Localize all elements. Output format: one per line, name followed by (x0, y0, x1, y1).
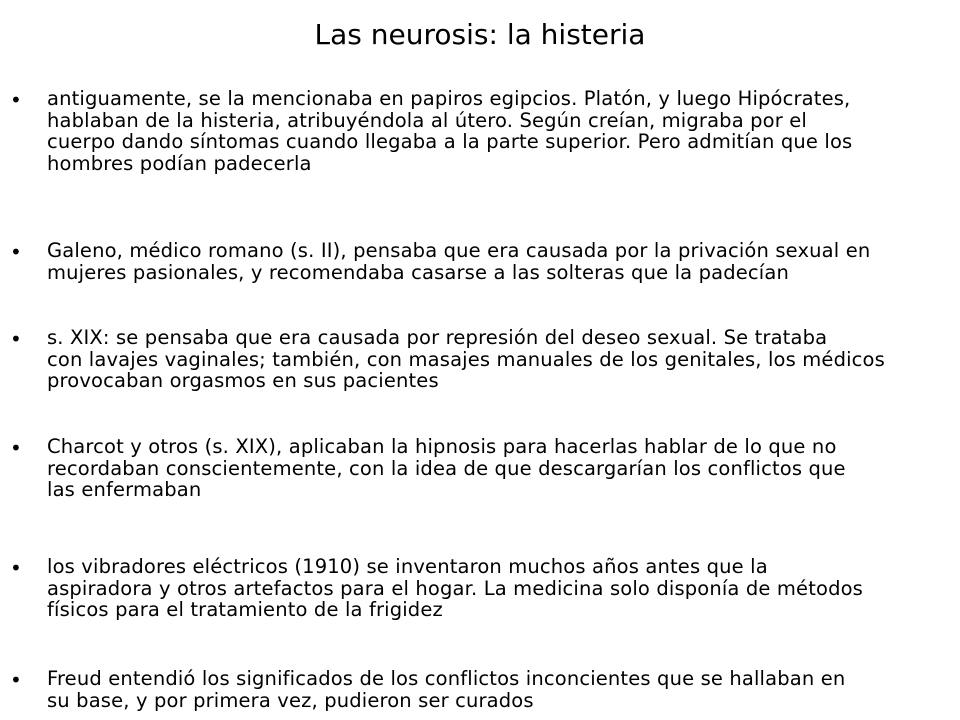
bullet-text: antiguamente, se la mencionaba en papiros egipcios. Platón, y luego Hipócrates, hablaban de la histeria, atribuyéndola al útero. Según creían, migraba por el cuerpo dando síntomas cuando llegaba a la parte superior. Pero admitían que los hombres podían padecerla (47, 87, 853, 175)
bullet-icon: • (10, 668, 22, 692)
bullet-text: Galeno, médico romano (s. II), pensaba que era causada por la privación sexual en mujeres pasionales, y recomendaba casarse a las solteras que la padecían (47, 239, 871, 284)
bullet-icon: • (10, 240, 22, 264)
bullet-text: los vibradores eléctricos (1910) se inventaron muchos años antes que la aspiradora y otros artefactos para el hogar. La medicina solo disponía de métodos físicos para el tratamiento de la frigidez (47, 555, 863, 622)
bullet-icon: • (10, 556, 22, 580)
bullet-icon: • (10, 327, 22, 351)
slide-title: Las neurosis: la histeria (314, 18, 646, 51)
bullet-icon: • (10, 436, 22, 460)
bullet-text: Freud entendió los significados de los conflictos inconcientes que se hallaban en su base, y por primera vez, pudieron ser curados (47, 667, 846, 712)
bullet-text: s. XIX: se pensaba que era causada por represión del deseo sexual. Se trataba con lavajes vaginales; también, con masajes manuales de los genitales, los médicos provocaban orgasmos en sus pacientes (47, 326, 885, 393)
bullet-icon: • (10, 88, 22, 112)
bullet-text: Charcot y otros (s. XIX), aplicaban la hipnosis para hacerlas hablar de lo que no recordaban conscientemente, con la idea de que descargarían los conflictos que las enfermaban (47, 435, 846, 502)
